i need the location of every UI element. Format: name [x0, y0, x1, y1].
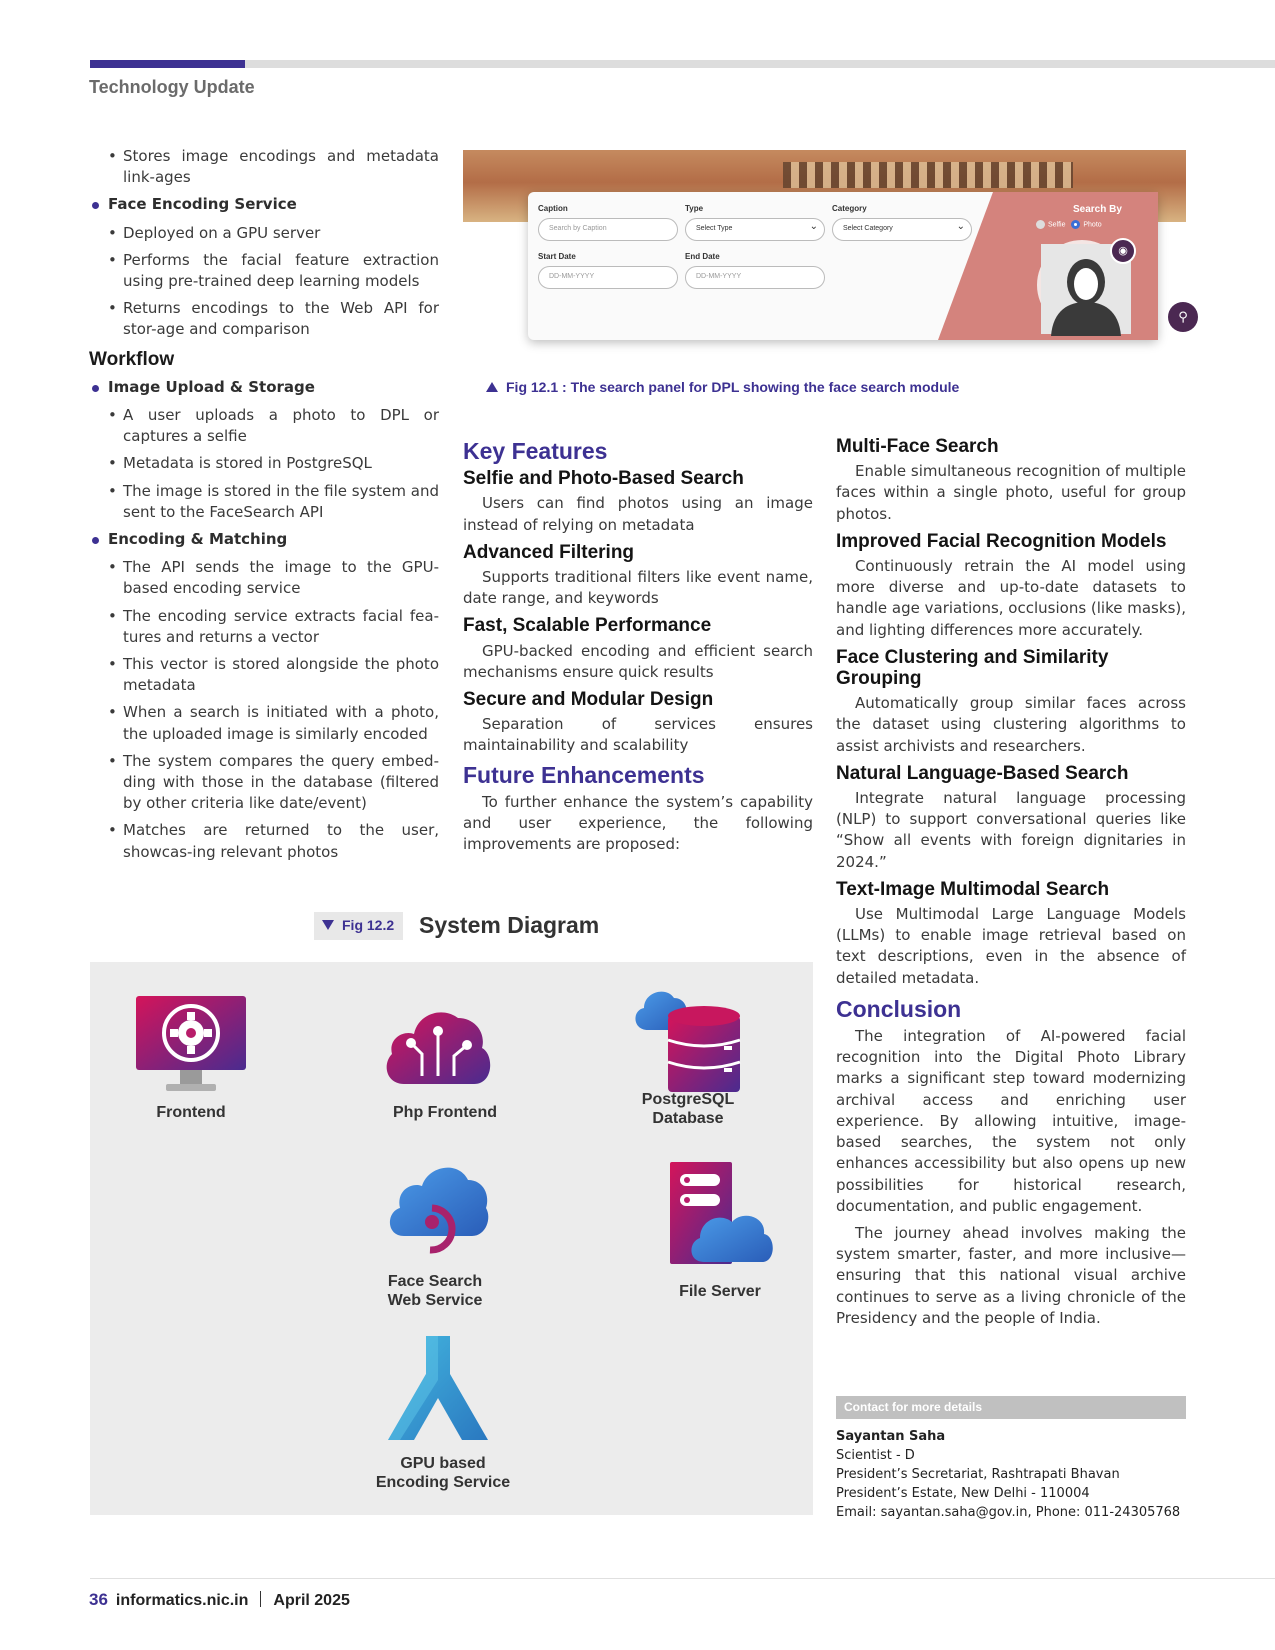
feature-title: Natural Language-Based Search [836, 762, 1129, 784]
feature-text: Use Multimodal Large Language Models (LLMs) to enable image retrieval based on text descriptions, even in the absence of detailed metadata. [836, 905, 1186, 987]
start-date-input[interactable]: DD-MM-YYYY [538, 266, 678, 289]
fig-12-1-caption: Fig 12.1 : The search panel for DPL showing the face search module [486, 379, 959, 395]
contact-bar: Contact for more details [836, 1396, 1186, 1419]
cloud-circuit-icon [382, 1004, 494, 1086]
feature-title: Selfie and Photo-Based Search [463, 468, 744, 490]
feature-text: Users can find photos using an image instead of relying on metadata [463, 494, 813, 534]
photo-radio[interactable] [1071, 220, 1080, 229]
list-item: • Stores image encodings and metadata link-ages [106, 146, 439, 188]
conclusion-heading: Conclusion [836, 995, 962, 1022]
list-subheading: Image Upload & Storage [89, 377, 439, 398]
list-subheading: Face Encoding Service [89, 194, 439, 215]
footer-site: informatics.nic.in [115, 1592, 249, 1609]
feature-title: Text-Image Multimodal Search [836, 878, 1110, 900]
postgresql-label: PostgreSQL Database [641, 1091, 735, 1127]
feature-text: Enable simultaneous recognition of multiple faces within a single photo, useful for group photos. [836, 462, 1186, 523]
header-accent-rule [90, 60, 245, 68]
start-date-label: Start Date [538, 252, 576, 261]
triangle-up-icon [486, 382, 498, 392]
category-label: Category [832, 204, 867, 213]
feature-text: Supports traditional filters like event name, date range, and keywords [463, 568, 813, 608]
footer-date: April 2025 [273, 1592, 350, 1609]
key-features-list [463, 468, 813, 756]
feature-text: GPU-backed encoding and efficient search mechanisms ensure quick results [463, 641, 813, 681]
caption-input[interactable]: Search by Caption [538, 218, 678, 241]
cloud-user-icon [386, 1160, 490, 1260]
flask-icon [386, 1336, 490, 1444]
future-items-list [836, 436, 1186, 989]
feature-text: Continuously retrain the AI model using more diverse and up-to-date datasets to handle age variations, occlusions (like masks), and lighting differences more accurately. [836, 557, 1186, 639]
service-list [89, 146, 439, 341]
list-item: • When a search is initiated with a photo, the uploaded image is similarly encoded [106, 702, 439, 744]
list-item: • Performs the facial feature extraction using pre-trained deep learning models [106, 250, 439, 292]
fig-12-2-title: System Diagram [419, 912, 600, 938]
right-column [836, 436, 1186, 1335]
face-search-label: Face Search Web Service [387, 1273, 483, 1309]
left-column [89, 146, 439, 869]
workflow-list [89, 377, 439, 863]
end-date-input[interactable]: DD-MM-YYYY [685, 266, 825, 289]
feature-title: Fast, Scalable Performance [463, 615, 712, 637]
contact-line: Scientist - D [836, 1448, 915, 1463]
feature-title: Advanced Filtering [463, 541, 635, 563]
feature-title: Multi-Face Search [836, 436, 999, 457]
list-item: • The encoding service extracts facial fea-tures and returns a vector [106, 606, 439, 648]
contact-details [836, 1427, 1196, 1522]
list-item: • The image is stored in the file system and sent to the FaceSearch API [106, 481, 439, 523]
list-subheading: Encoding & Matching [89, 529, 439, 550]
type-select[interactable]: Select Type ⌄ [685, 218, 825, 241]
monitor-gear-icon [136, 996, 246, 1096]
key-features-heading: Key Features [463, 438, 608, 464]
section-tag: Technology Update [89, 77, 255, 97]
contact-line: Email: sayantan.saha@gov.in, Phone: 011-24305768 [836, 1505, 1181, 1520]
camera-icon[interactable]: ◉ [1110, 238, 1136, 264]
page-number: 36 [89, 1590, 108, 1609]
type-label: Type [685, 204, 704, 213]
list-item: • The system compares the query embed-ding with those in the database (filtered by other criteria like date/event) [106, 751, 439, 815]
selfie-radio[interactable] [1036, 220, 1045, 229]
search-panel-figure [463, 150, 1186, 346]
triangle-down-icon [322, 920, 334, 930]
end-date-label: End Date [685, 252, 720, 261]
search-card [528, 192, 1188, 340]
search-icon[interactable]: ⚲ [1168, 302, 1198, 332]
contact-line: President’s Estate, New Delhi - 110004 [836, 1486, 1090, 1501]
list-item: • The API sends the image to the GPU-based encoding service [106, 557, 439, 599]
photo-label: Photo [1083, 221, 1102, 229]
feature-text: Separation of services ensures maintainability and scalability [463, 715, 813, 755]
category-select[interactable]: Select Category ⌄ [832, 218, 972, 241]
feature-text: Integrate natural language processing (NLP) to support conversational queries like “Show all events with foreign dignitaries in 2024.” [836, 789, 1186, 871]
future-heading: Future Enhancements [463, 761, 705, 788]
list-item: • This vector is stored alongside the photo metadata [106, 654, 439, 696]
feature-title: Improved Facial Recognition Models [836, 530, 1167, 552]
php-frontend-label: Php Frontend [393, 1104, 497, 1121]
list-item: • A user uploads a photo to DPL or captures a selfie [106, 405, 439, 447]
gpu-encoding-label: GPU based Encoding Service [375, 1455, 511, 1491]
list-item: • Returns encodings to the Web API for stor-age and comparison [106, 298, 439, 340]
database-cloud-icon [632, 982, 744, 1094]
list-item: • Matches are returned to the user, showcas-ing relevant photos [106, 820, 439, 862]
middle-column [463, 437, 813, 861]
list-item: • Metadata is stored in PostgreSQL [106, 453, 439, 474]
workflow-heading: Workflow [89, 348, 175, 370]
contact-name: Sayantan Saha [836, 1429, 946, 1444]
feature-title: Secure and Modular Design [463, 689, 714, 711]
header-rule [245, 60, 1275, 68]
file-server-label: File Server [679, 1283, 761, 1300]
server-cloud-icon [670, 1162, 774, 1266]
list-item: • Deployed on a GPU server [106, 223, 439, 244]
conclusion-para-2: The journey ahead involves making the system smarter, faster, and more inclusive—ensuring that this national visual archive continues to serve as a living chronicle of the Presidency and the people of India. [836, 1223, 1186, 1327]
footer [89, 1590, 350, 1610]
footer-rule [90, 1578, 1275, 1579]
fig-12-2-label: Fig 12.2 [314, 912, 403, 940]
system-diagram [90, 962, 813, 1515]
footer-divider [260, 1591, 261, 1607]
selfie-label: Selfie [1048, 221, 1066, 229]
frontend-label: Frontend [156, 1104, 226, 1121]
search-by-title: Search By [1073, 204, 1122, 215]
feature-text: Automatically group similar faces across the dataset using clustering algorithms to assist archivists and researchers. [836, 694, 1186, 755]
conclusion-para-1: The integration of AI-powered facial recognition into the Digital Photo Library marks a significant step toward modernizing archival access and enriching user experience. By allowing intuitive, image-based searches, the system not only enhances accessibility but also opens up new possibilities for historical research, documentation, and public engagement. [836, 1027, 1186, 1215]
search-mode-radios [1036, 220, 1102, 229]
caption-label: Caption [538, 204, 568, 213]
feature-title: Face Clustering and Similarity Grouping [836, 646, 1109, 690]
contact-line: President’s Secretariat, Rashtrapati Bhavan [836, 1467, 1120, 1482]
future-intro: To further enhance the system’s capability and user experience, the following improvements are proposed: [463, 792, 813, 854]
